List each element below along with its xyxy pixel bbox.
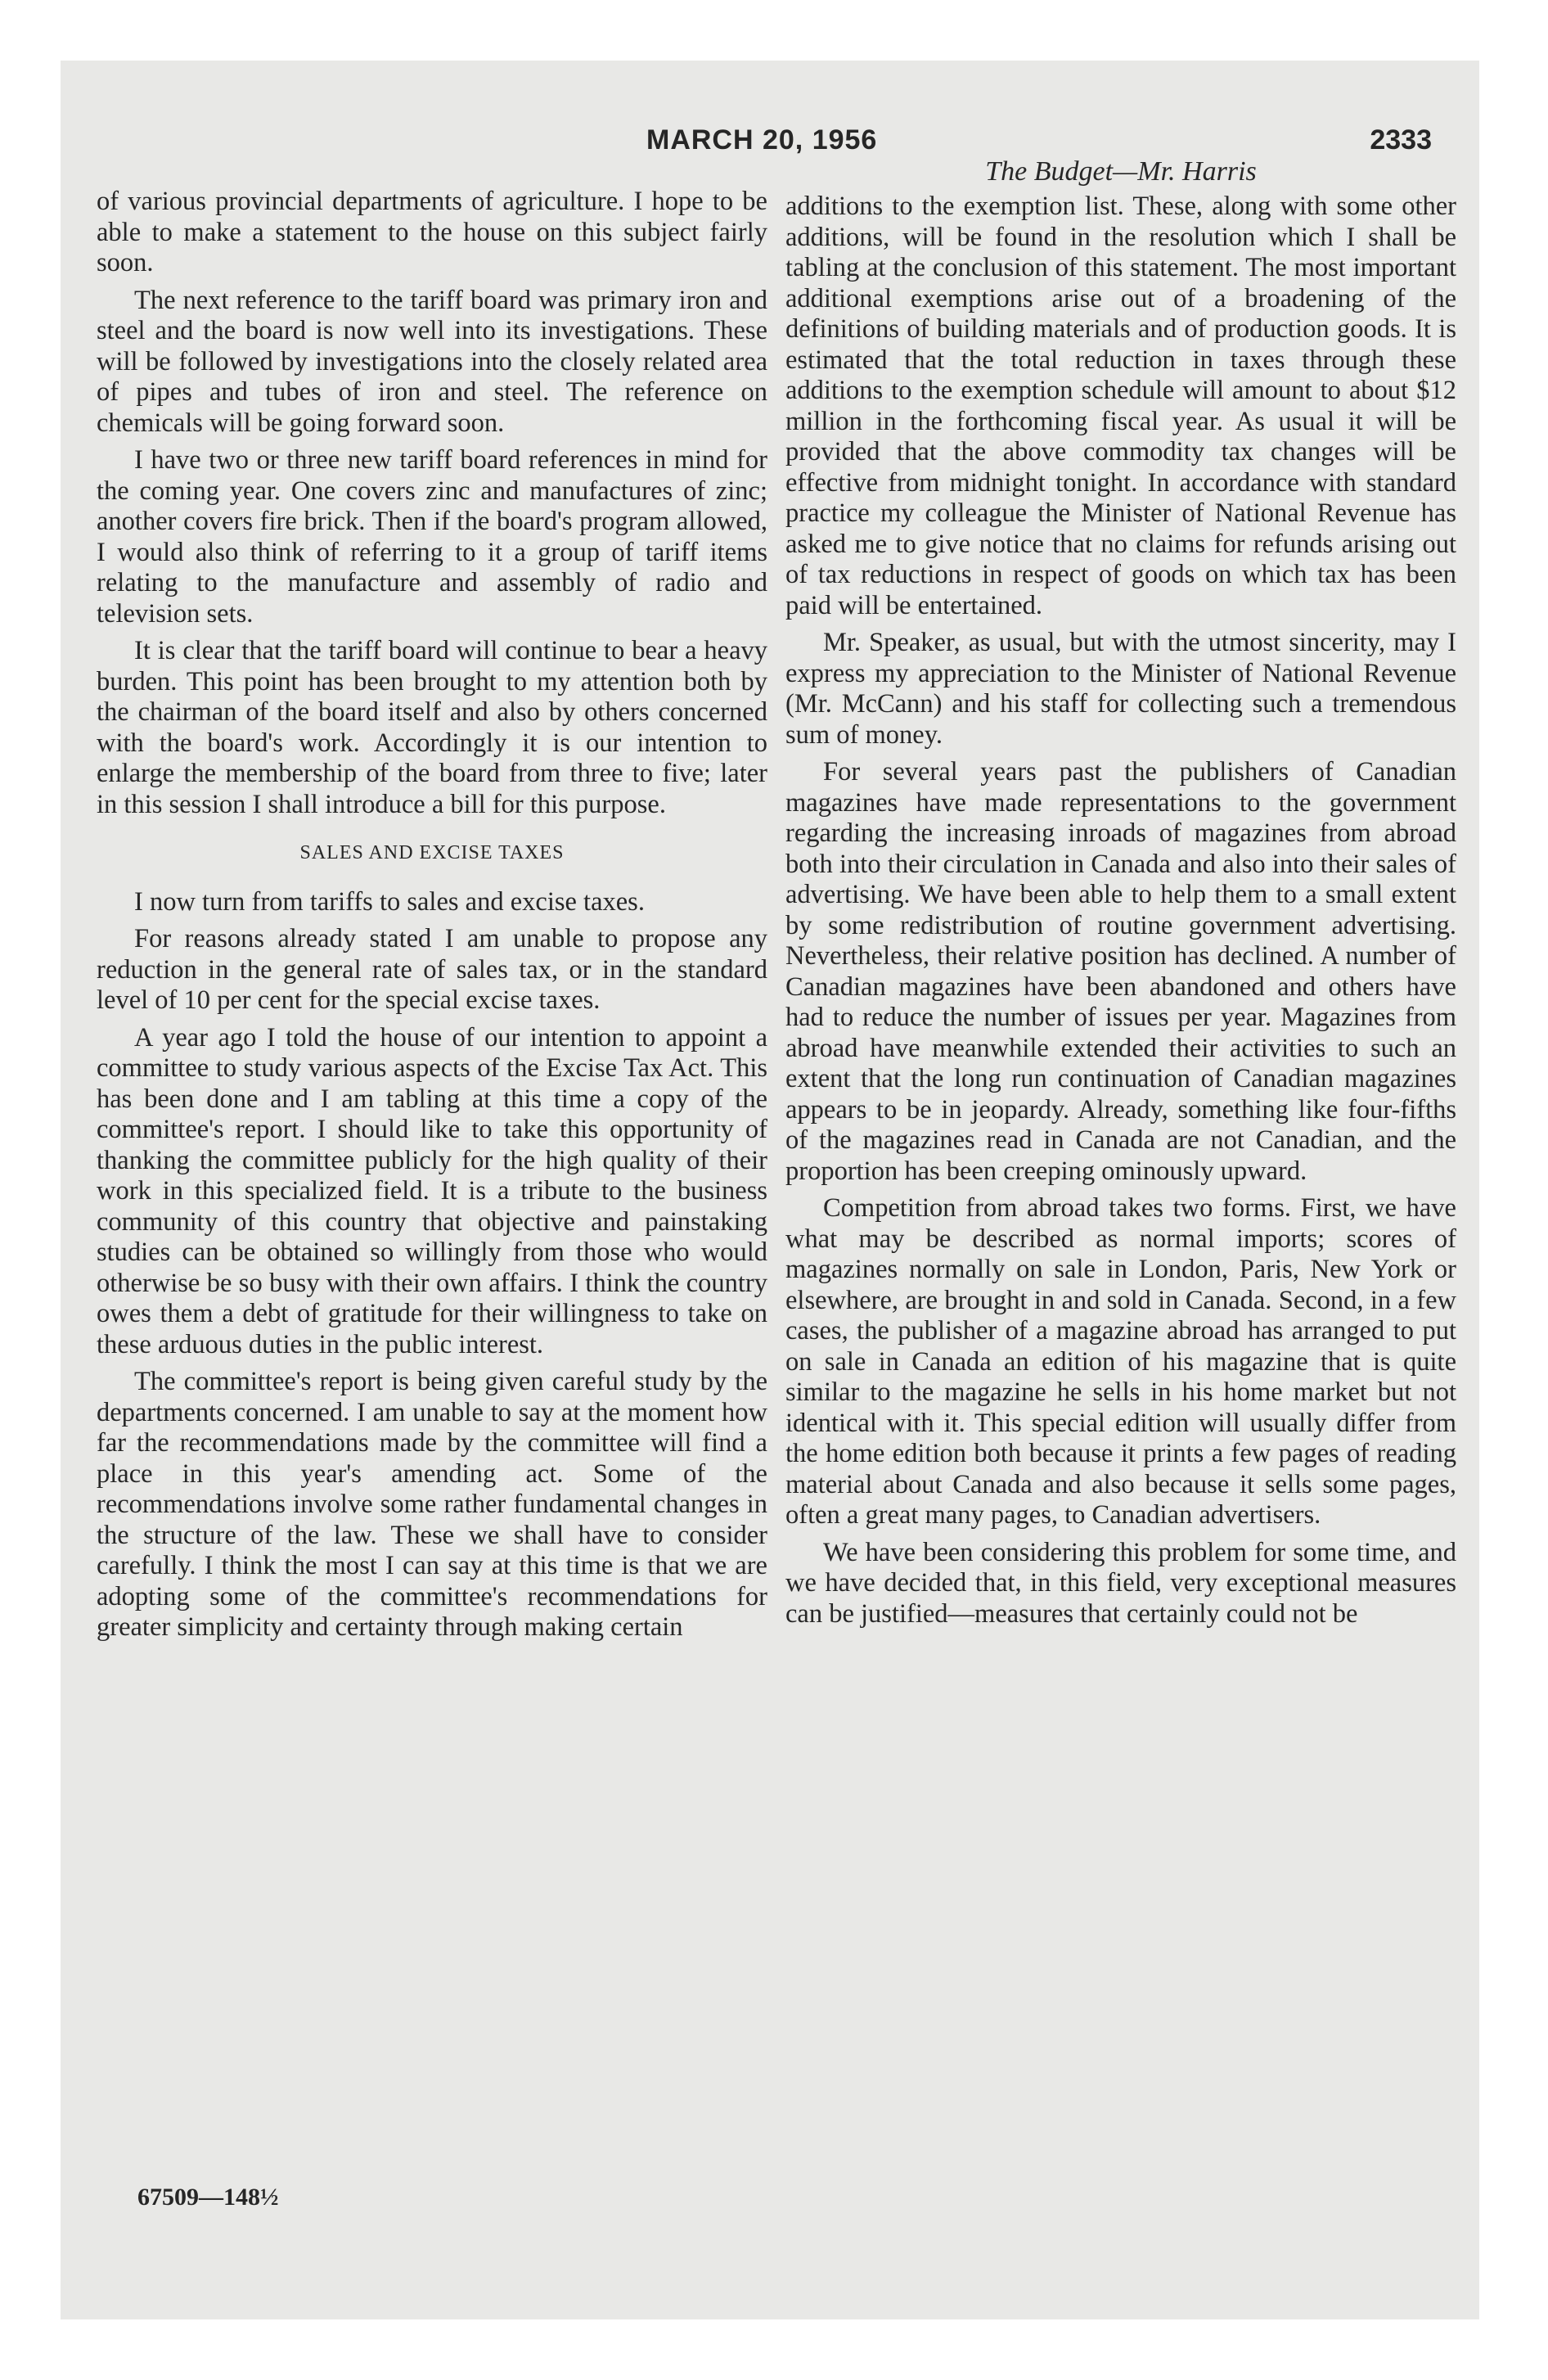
paragraph: Mr. Speaker, as usual, but with the utmost sincerity, may I express my appreciation to the Minister of National Revenue (Mr. McCann) and his staff for collecting such a tremendous sum of money. bbox=[785, 628, 1456, 750]
paragraph: additions to the exemption list. These, along with some other additions, will be found in the resolution which I shall be tabling at the conclusion of this statement. The most important additional exemptions arise out of a broadening of the definitions of building materials and of production goods. It is estimated that the total reduction in taxes through these additions to the exemption schedule will amount to about $12 million in the forthcoming fiscal year. As usual it will be provided that the above commodity tax changes will be effective from midnight tonight. In accordance with standard practice my colleague the Minister of National Revenue has asked me to give notice that no claims for refunds arising out of tax reductions in respect of goods on which tax has been paid will be entertained. bbox=[785, 192, 1456, 620]
paragraph: I have two or three new tariff board references in mind for the coming year. One covers zinc and manufactures of zinc; another covers fire brick. Then if the board's program allowed, I would also think of referring to it a group of tariff items relating to the manufacture and assembly of radio and television sets. bbox=[97, 445, 767, 629]
paragraph: For reasons already stated I am unable to propose any reduction in the general rate of sales tax, or in the standard level of 10 per cent for the special excise taxes. bbox=[97, 924, 767, 1015]
paragraph: The next reference to the tariff board was primary iron and steel and the board is now well into its investigations. These will be followed by investigations into the closely related area of pipes and tubes of iron and steel. The reference on chemicals will be going forward soon. bbox=[97, 285, 767, 438]
page-number: 2333 bbox=[1370, 124, 1432, 156]
paragraph: The committee's report is being given careful study by the departments concerned. I am unable to say at the moment how far the recommendations made by the committee will find a place in this year's amending act. Some of the recommendations involve some rather fundamental changes in the structure of the law. These we shall have to consider carefully. I think the most I can say at this time is that we are adopting some of the committee's recommendations for greater simplicity and certainty through making certain bbox=[97, 1367, 767, 1642]
paragraph: I now turn from tariffs to sales and excise taxes. bbox=[134, 886, 645, 917]
paragraph: of various provincial departments of agriculture. I hope to be able to make a statement to the house on this subject fairly soon. bbox=[97, 187, 767, 277]
paragraph: For several years past the publishers of Canadian magazines have made representations to the government regarding the increasing inroads of magazines from abroad both into their circulation in Canada and also into their sales of advertising. We have been able to help them to a small extent by some redistribution of routine government advertising. Nevertheless, their relative position has declined. A number of Canadian magazines have been abandoned and others have had to reduce the number of issues per year. Magazines from abroad have meanwhile extended their activities to such an extent that the long run continuation of Canadian magazines appears to be in jeopardy. Already, something like four-fifths of the magazines read in Canada are not Canadian, and the proportion has been creeping ominously upward. bbox=[785, 757, 1456, 1186]
paragraph: It is clear that the tariff board will continue to bear a heavy burden. This point has been brought to my attention both by the chairman of the board itself and also by others concerned with the board's work. Accordingly it is our intention to enlarge the membership of the board from three to five; later in this session I shall introduce a bill for this purpose. bbox=[97, 636, 767, 819]
left-column bbox=[97, 187, 767, 1650]
header-date: MARCH 20, 1956 bbox=[646, 124, 878, 156]
running-head: The Budget—Mr. Harris bbox=[985, 156, 1257, 187]
section-heading: SALES AND EXCISE TAXES bbox=[299, 842, 565, 863]
print-reference: 67509—148½ bbox=[137, 2184, 279, 2211]
paragraph: A year ago I told the house of our intention to appoint a committee to study various aspects of the Excise Tax Act. This has been done and I am tabling at this time a copy of the committee's report. I should like to take this opportunity of thanking the committee publicly for the high quality of their work in this specialized field. It is a tribute to the business community of this country that objective and painstaking studies can be obtained so willingly from those who would otherwise be so busy with their own affairs. I think the country owes them a debt of gratitude for their willingness to take on these arduous duties in the public interest. bbox=[97, 1022, 767, 1359]
right-column bbox=[785, 156, 1456, 1636]
paragraph: Competition from abroad takes two forms. First, we have what may be described as normal imports; scores of magazines normally on sale in London, Paris, New York or elsewhere, are brought in and sold in Canada. Second, in a few cases, the publisher of a magazine abroad has arranged to put on sale in Canada an edition of his magazine that is quite similar to the magazine he sells in his home market but not identical with it. This special edition will usually differ from the home edition both because it prints a few pages of reading material about Canada and also because it sells some pages, often a great many pages, to Canadian advertisers. bbox=[785, 1193, 1456, 1530]
paragraph: We have been considering this problem for some time, and we have decided that, in this field, very exceptional measures can be justified—measures that certainly could not be bbox=[785, 1537, 1456, 1629]
